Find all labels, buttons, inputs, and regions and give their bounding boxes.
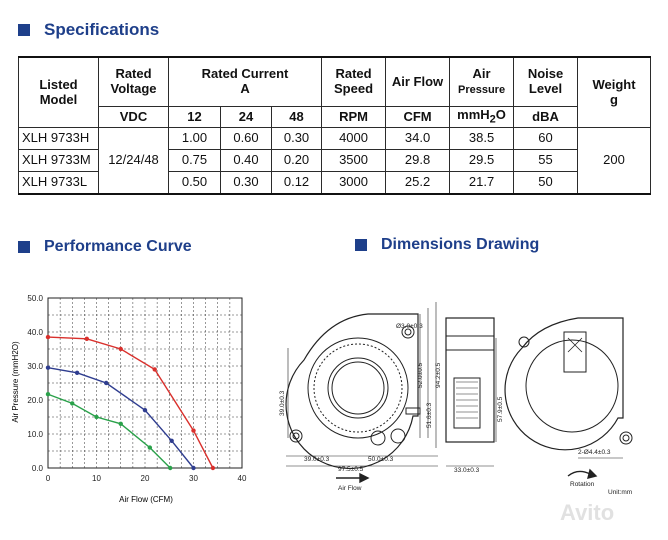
dimension-33: 33.0±0.3 <box>454 467 480 474</box>
cell-pressure: 38.5 <box>450 128 514 150</box>
cell-a24: 0.30 <box>221 172 272 195</box>
cell-pressure: 21.7 <box>450 172 514 195</box>
unit-current-24: 24 <box>221 107 272 128</box>
fan-side-view <box>446 318 496 466</box>
data-point <box>211 466 215 470</box>
data-point <box>94 415 98 419</box>
cell-rpm: 3500 <box>322 150 386 172</box>
unit-speed: RPM <box>322 107 386 128</box>
data-point <box>46 366 50 370</box>
cell-noise: 60 <box>514 128 578 150</box>
y-tick-label: 20.0 <box>27 396 43 405</box>
header-listed-model: Listed Model <box>19 57 99 128</box>
data-point <box>191 428 195 432</box>
data-point <box>119 347 123 351</box>
dimension-39-horizontal: 39.0±0.3 <box>304 456 330 463</box>
dimension-57: 57.9±0.5 <box>497 396 504 422</box>
rotation-arrow <box>568 470 596 478</box>
specifications-table <box>18 56 651 195</box>
dimension-52: 52.0±0.5 <box>417 362 424 388</box>
cell-noise: 55 <box>514 150 578 172</box>
x-tick-label: 20 <box>140 474 150 483</box>
cell-cfm: 34.0 <box>386 128 450 150</box>
header-air-pressure: Air Pressure <box>450 57 514 107</box>
header-rated-speed: Rated Speed <box>322 57 386 107</box>
data-point <box>46 392 50 396</box>
dimension-39-vertical: 39.0±0.3 <box>279 390 286 416</box>
fan-back-view <box>505 318 632 458</box>
cell-a24: 0.40 <box>221 150 272 172</box>
performance-title: Performance Curve <box>44 238 192 255</box>
x-tick-label: 30 <box>189 474 198 483</box>
data-point <box>153 367 157 371</box>
x-axis-label: Air Flow (CFM) <box>119 495 173 504</box>
unit-flow: CFM <box>386 107 450 128</box>
dimensions-title: Dimensions Drawing <box>381 236 540 253</box>
cell-model: XLH 9733L <box>19 172 99 195</box>
cell-noise: 50 <box>514 172 578 195</box>
data-point <box>70 401 74 405</box>
data-point <box>148 445 152 449</box>
cell-a12: 1.00 <box>169 128 221 150</box>
x-tick-label: 0 <box>45 474 51 483</box>
performance-chart <box>6 288 256 508</box>
data-point <box>119 422 123 426</box>
cell-a48: 0.20 <box>272 150 322 172</box>
x-tick-label: 10 <box>92 474 101 483</box>
y-tick-label: 10.0 <box>27 430 43 439</box>
unit-label: Unit:mm <box>608 489 633 496</box>
cell-model: XLH 9733M <box>19 150 99 172</box>
data-point <box>168 466 172 470</box>
table-header-row <box>19 57 651 107</box>
unit-pressure: mmH$_2$O <box>450 107 514 128</box>
cell-model: XLH 9733H <box>19 128 99 150</box>
watermark-logo: Avito <box>560 500 615 525</box>
performance-heading <box>18 238 192 256</box>
data-point <box>75 371 79 375</box>
mount-hole-dimension: 2-Ø4.4±0.3 <box>578 449 611 456</box>
cell-a24: 0.60 <box>221 128 272 150</box>
x-tick-label: 40 <box>237 474 247 483</box>
cell-cfm: 25.2 <box>386 172 450 195</box>
table-units-row <box>19 107 651 128</box>
dimension-50: 50.0±0.3 <box>368 456 394 463</box>
header-noise-level: Noise Level <box>514 57 578 107</box>
cell-cfm: 29.8 <box>386 150 450 172</box>
heading-square-icon <box>355 239 367 251</box>
series-line-2 <box>48 394 170 468</box>
y-tick-label: 0.0 <box>31 464 43 473</box>
air-flow-arrow <box>336 474 368 482</box>
unit-current-12: 12 <box>169 107 221 128</box>
cell-rpm: 3000 <box>322 172 386 195</box>
hole-dimension: Ø3.0±0.3 <box>396 323 423 330</box>
data-point <box>143 408 147 412</box>
data-point <box>104 381 108 385</box>
heading-square-icon <box>18 241 30 253</box>
cell-a12: 0.50 <box>169 172 221 195</box>
header-rated-voltage: Rated Voltage <box>99 57 169 107</box>
unit-voltage: VDC <box>99 107 169 128</box>
rotation-label: Rotation <box>570 481 595 488</box>
data-point <box>191 466 195 470</box>
cell-a48: 0.30 <box>272 128 322 150</box>
y-tick-label: 50.0 <box>27 294 43 303</box>
data-point <box>169 439 173 443</box>
dimension-51: 51.6±0.3 <box>426 402 433 428</box>
unit-current-48: 48 <box>272 107 322 128</box>
chart-series <box>46 335 215 470</box>
cell-rpm: 4000 <box>322 128 386 150</box>
dimension-94: 94.2±0.5 <box>435 362 442 388</box>
cell-weight: 200 <box>578 128 651 195</box>
y-tick-label: 40.0 <box>27 328 43 337</box>
specifications-heading <box>18 20 159 40</box>
header-weight: Weight g <box>578 57 651 128</box>
y-tick-label: 30.0 <box>27 362 43 371</box>
dimensions-drawing <box>278 288 666 498</box>
unit-noise: dBA <box>514 107 578 128</box>
y-axis-label: Air Pressure (mmH2O) <box>11 341 20 423</box>
chart-grid <box>48 298 242 468</box>
data-point <box>85 337 89 341</box>
heading-square-icon <box>18 24 30 36</box>
cell-pressure: 29.5 <box>450 150 514 172</box>
specifications-title: Specifications <box>44 20 160 39</box>
dimensions-heading <box>355 236 539 254</box>
table-row <box>19 128 651 150</box>
cell-a12: 0.75 <box>169 150 221 172</box>
header-rated-current: Rated Current A <box>169 57 322 107</box>
header-air-flow: Air Flow <box>386 57 450 107</box>
cell-a48: 0.12 <box>272 172 322 195</box>
air-flow-label: Air Flow <box>338 485 362 492</box>
data-point <box>46 335 50 339</box>
cell-voltage: 12/24/48 <box>99 128 169 195</box>
dimension-97: 97.5±0.5 <box>338 466 364 473</box>
